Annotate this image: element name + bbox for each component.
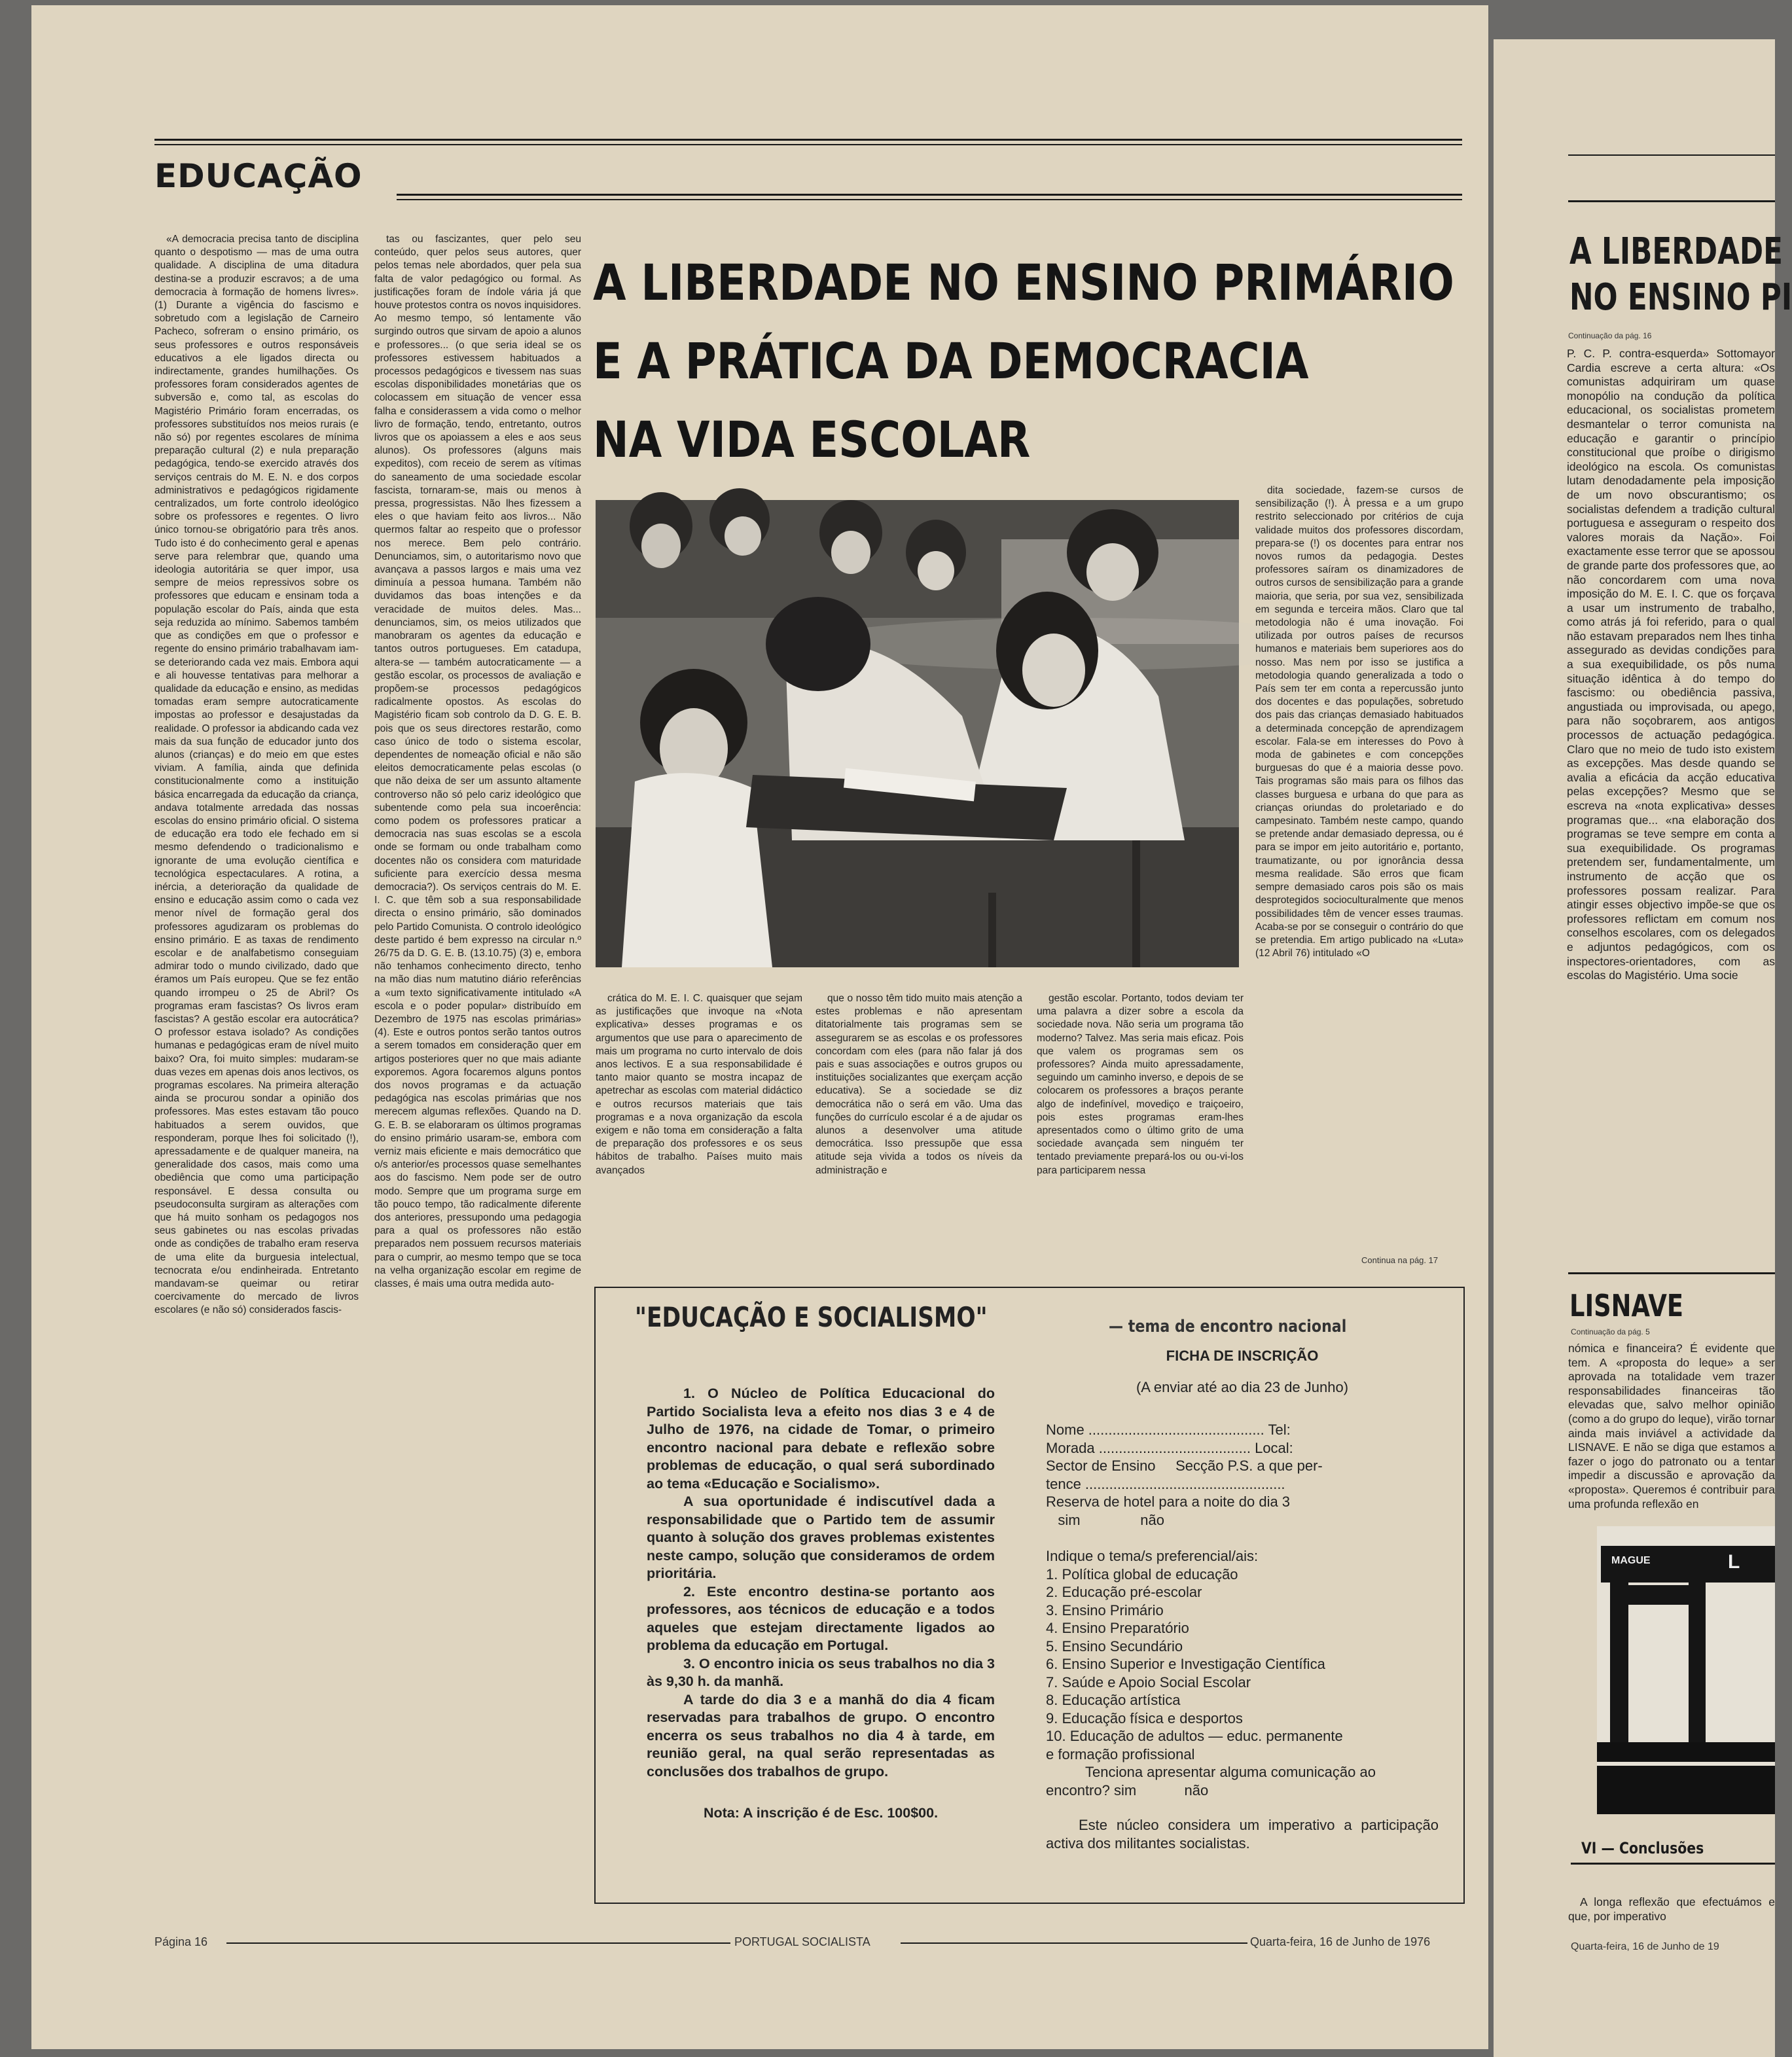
article-column-3 [596,992,802,1272]
article-column-4 [815,992,1022,1272]
right-headline [1569,229,1792,321]
right-article-text: A longa reflexão que efectuámos e que, por imperativo [1568,1895,1775,1923]
box-paragraph: 2. Este encontro destina-se portanto aos professores, aos técnicos de educação e a todos aqueles que estejam directamente ligados ao problema da educação em Portugal. [647,1583,995,1653]
footer-rule [901,1942,1247,1944]
right-section-title: LISNAVE [1569,1288,1684,1323]
issue-date: Quarta-feira, 16 de Junho de 1976 [1250,1935,1431,1948]
shipyard-photo [1597,1526,1775,1814]
box-subtitle: — tema de encontro nacional [1109,1317,1347,1336]
right-article-text: nómica e financeira? É evidente que tem. A «proposta do leque» a ser aprovada na totalidade vem trazer responsabilidades financeiras tão elevadas que, salvo melhor opinião (como a do grupo do leque), virão tornar ainda mais inviável a actividade da LISNAVE. E não se diga que estamos a fazer o jogo do patronato ou a tentar impedir a discussão e aprovação da «proposta». Queremos é contribuir para uma profunda reflexão en [1568,1342,1775,1511]
top-rule [154,144,1462,145]
right-headline-line: NO ENSINO PI [1569,276,1792,319]
right-top-rule [1568,154,1775,156]
right-mid-rule [1568,1272,1775,1274]
topic-item: e formação profissional [1046,1745,1195,1762]
topic-item: 9. Educação física e desportos [1046,1709,1243,1726]
photo-sign-text: MAGUE [1611,1555,1651,1566]
right-article-column [1567,347,1775,1173]
article-column-5 [1037,992,1244,1272]
article-text: «A democracia precisa tanto de disciplina quanto o despotismo — mas de uma outra qualidade. A disciplina de uma ditadura destina-se a produzir escravos; a de uma democracia à formação de homens livres». (1) Durante a vigência do fascismo e sobretudo com a legislação de Carneiro Pacheco, sofreram o ensino primário, os seus professores e outros responsáveis educativos a ele ligados directa ou indirectamente, grandes humilhações. Os professores foram considerados agentes de subversão e, como tal, as escolas do Magistério Primário foram encerradas, os professores substituídos nos meios rurais (e não só) por regentes escolares de mínima preparação cultural (2) e nula preparação pedagógica, tendo-se exercido através dos serviços centrais do M. E. N. e dos corpos administrativos e pedagógicos rigidamente centralizados, um forte controlo ideológico sobre os professores e regentes. O livro único tornou-se obrigatório para três anos. Tudo isto é do conhecimento geral e apenas serve para relembrar que, quando uma ideologia autoritária se quer impor, usa sempre de meios repressivos sobre os professores que educam e ensinam toda a população escolar do País, ainda que esta seja reduzida ao mínimo. Sabemos também que as condições em que o professor e regente do ensino primário trabalhavam iam-se deteriorando cada vez mais. Embora aqui e ali houvesse tentativas para melhorar a qualidade da educação e ensino, as medidas tomadas eram sempre autocraticamente impostas ao professor e desajustadas da realidade. O professor ia abdicando cada vez mais da sua função de educador junto dos alunos (crianças) e do meio em que estes viviam. A família, ainda que definida constitucionalmente como a instituição básica encarregada da educação da criança, andava totalmente arredada das nossas escolas do ensino primário oficial. O sistema de educação era todo ele fechado em si mesmo defendendo o tradicionalismo e ignorante de uma evolução científica e tecnológica espectaculares. A rotina, a inércia, a deterioração da qualidade de ensino e educação assim como o cada vez menor nível de formação geral dos professores agudizaram os problemas do ensino primário. E as taxas de rendimento escolar e de analfabetismo conseguiam admirar todo o mundo civilizado, dado que éramos um País europeu. Que se fez então quando irrompeu o 25 de Abril? Os programas eram fascistas? Os livros eram fascistas? A gestão escolar era autocrática? O professor estava isolado? As condições humanas e pedagógicas eram de nível muito baixo? Ora, foi muito simples: mudaram-se duas vezes em apenas dois anos lectivos, os programas escolares. Na primeira alteração ainda se procurou sondar a opinião dos professores. Mas estes estavam tão pouco habituados a serem ouvidos, que responderam, porque lhes foi solicitado (!), apressadamente e de qualquer maneira, na generalidade dos casos, mais como uma obediência que como uma participação responsável. E dessa consulta ou pseudoconsulta surgiram as alterações com que há muito sonham os pedagogos nos seus gabinetes ou nas escolas privadas onde as condições de trabalho eram reserva de uma elite da burguesia intelectual, tecnocrata e/ou endinheirada. Entretanto mandavam-se queimar ou retirar coercivamente do mercado de livros escolares (e não só) considerados fascis- [154,234,359,1316]
topic-item: 6. Ensino Superior e Investigação Científica [1046,1656,1325,1672]
photo-sign-text: L [1728,1551,1740,1573]
article-column-6 [1255,484,1463,1254]
topic-item: 5. Ensino Secundário [1046,1637,1183,1655]
form-field-section: tence .................................................. [1046,1475,1285,1492]
page-number: Página 16 [154,1935,208,1948]
topic-item: 8. Educação artística [1046,1692,1181,1708]
article-text: que o nosso têm tido muito mais atenção a estes problemas e não apresentam ditatorialmente tais programas sem se assegurarem se as escolas e os professores concordam com eles (para não falar já dos pais e suas associações e outros grupos ou instituições socializantes que exerçam acção educativa). Se a sociedade se diz democrática não o será em vão. Uma das funções do currículo escolar é a de ajudar os alunos a desenvolver uma atitude democrática. Isso pressupõe que essa atitude seja vivida a todos os níveis da administração e [815,993,1022,1176]
section-rule [397,199,1462,200]
headline [593,243,1454,479]
topic-item: 1. Política global de educação [1046,1565,1238,1583]
footer-rule [226,1942,730,1944]
continua-note: Continua na pág. 17 [1361,1255,1439,1265]
section-rule [397,194,1462,196]
right-subhead-rule [1571,1863,1775,1865]
newspaper-name: PORTUGAL SOCIALISTA [734,1935,870,1948]
form-field-address: Morada ...................................... Local: [1046,1439,1293,1456]
box-paragraph: A tarde do dia 3 e a manhã do dia 4 ficam reservadas para trabalhos de grupo. O encontro encerra os seus trabalhos no dia 4 à tarde, em reunião geral, na qual serão representadas as conclusões dos trabalhos de grupo. [647,1691,995,1780]
box-left-text [647,1385,995,1823]
right-article-column-3 [1568,1895,1775,1927]
form-title: FICHA DE INSCRIÇÃO [1166,1348,1319,1364]
box-closing: Este núcleo considera um imperativo a participação activa dos militantes socialistas. [1046,1817,1439,1851]
headline-line: A LIBERDADE NO ENSINO PRIMÁRIO [593,253,1454,312]
article-column-1 [154,233,359,1922]
shipyard-crane-image [1597,1526,1775,1814]
right-continuation: Continuação da pág. 16 [1568,331,1652,340]
right-article-column-2 [1568,1342,1775,1511]
box-note: Nota: A inscrição é de Esc. 100$00. [703,1805,939,1821]
right-top-rule [1568,200,1775,202]
topic-item: 10. Educação de adultos — educ. permanente [1046,1728,1343,1744]
box-paragraph: A sua oportunidade é indiscutível dada a responsabilidade que o Partido tem de assumir quanto à solução dos graves problemas existentes neste campo, solução que consideramos de ordem prioritária. [647,1494,995,1581]
right-subhead: VI — Conclusões [1581,1839,1704,1857]
headline-line: E A PRÁTICA DA DEMOCRACIA [593,332,1309,390]
topic-item: 4. Ensino Preparatório [1046,1620,1189,1636]
form-field-hotel-choice: sim não [1046,1511,1164,1528]
registration-form [1046,1344,1439,1852]
article-text: crática do M. E. I. C. quaisquer que sejam as justificações que invoque na «Nota explicativa» desses programas e os argumentos que use para o aparecimento de mais um programa no curto intervalo de dois anos lectivos. E a sua responsabilidade é tanto maior quanto se mostra incapaz de apetrechar as escolas com material didáctico e outros recursos materiais que tais programas e a nova organização da escola exigem e não toma em consideração a falta de preparação dos professores e os seus hábitos de trabalho. Países muito mais avançados [596,993,802,1176]
classroom-photo [596,500,1239,967]
topic-item: 3. Ensino Primário [1046,1601,1164,1619]
form-field-hotel: Reserva de hotel para a noite do dia 3 [1046,1494,1291,1510]
headline-line: NA VIDA ESCOLAR [593,410,1031,469]
article-text: gestão escolar. Portanto, todos deviam ter uma palavra a dizer sobre a escola da sociedade nova. Não seria um programa tão moderno? Talvez. Mas seria mais eficaz. Pois que valem os programas sem os professores? Ainda muito apressadamente, seguindo um caminho inverso, e depois de se colocarem os professores a braços perante algo de indefinível, movediço e traiçoeiro, pois estes programas eram-lhes apresentados como o último grito de uma sociedade avançada sem ninguém ter tentado previamente prepará-los ou ou-vi-los para participarem nessa [1037,993,1244,1176]
topic-item: 2. Educação pré-escolar [1046,1584,1202,1600]
topics-title: Indique o tema/s preferencial/ais: [1046,1548,1259,1564]
communication-question: Tenciona apresentar alguma comunicação ao encontro? sim não [1046,1764,1380,1798]
topic-item: 7. Saúde e Apoio Social Escolar [1046,1673,1251,1690]
article-column-2 [374,233,581,1922]
article-text: tas ou fascizantes, quer pelo seu conteúdo, quer pelos seus autores, quer pelos temas nele abordados, quer pela sua falta de valor pedagógico ou formal. As justificações foram de índole vária já que houve protestos contra os novos inquisidores. Ao mesmo tempo, só lentamente vão surgindo outros que sirvam de apoio a alunos e professores... (o que seria ideal se os professores estivessem habituados a processos pedagógicos e tivessem nas suas escolas disponibilidades monetárias que os colocassem em situação de vencer essa falha e considerassem a vida como o melhor livro de formação, tendo, entretanto, outros livros que os apoiassem a eles e aos seus alunos). Os professores (alguns mais expeditos), com receio de serem as vítimas do saneamento de uma sociedade escolar fascista, tornaram-se, mais ou menos à pressa, progressistas. Não lhes fizessem a eles o que haviam feito aos livros... Não quermos faltar ao respeito que o professor nos merece. Bem pelo contrário. Denunciamos, sim, o autoritarismo novo que avançava a passos largos e mais uma vez diminuía a pessoa humana. Também não duvidamos das boas intenções e da veracidade de muitos deles. Mas... denunciamos, sim, os meios utilizados que manobraram os agentes da educação e tantos outros portugueses. Em catadupa, altera-se — também autocraticamente — a gestão escolar, os processos de avaliação e propõem-se processos pedagógicos radicalmente opostos. As escolas do Magistério ficam sob controlo da D. G. E. B. pois que os seus directores restarão, como caso único de todo o sistema escolar, dependentes de nomeação oficial e não são eleitos democraticamente pelas escolas (o que não deixa de ser um assunto altamente controverso não só pelo cariz ideológico que subentende como pela sua incoerência: como podem os professores praticar a democracia nas suas escolas se a escola onde se formam ou onde trabalham como docentes não os considera com maturidade suficiente para exercício dessa mesma democracia?). Os serviços centrais do M. E. I. C. que têm sob a sua responsabilidade directa o ensino primário, são dominados pelo Partido Comunista. O controlo ideológico deste partido é bem expresso na circular n.º 26/75 da D. G. E. B. (13.10.75) (3) e, embora não tenhamos conhecimento directo, tenho na mão dias num matutino diário referências a «um texto significativamente intitulado «A escola e o poder popular» distribuído em Dezembro de 1975 nas escolas primárias» (4). Este e outros pontos serão tantos outros a serem tomados em consideração quer em artigos posteriores quer no que mais adiante exporemos. Agora focaremos alguns pontos dos novos programas e da actuação pedagógica nas escolas primárias que nos merecem algumas reflexões. Quando na D. G. E. B. se elaboraram os últimos programas do ensino primário usaram-se, embora com verniz mais eficiente e mais democrático que o/s anterior/es processos quase semelhantes aos do fascismo. Nem pode ser de outro modo. Sempre que um programa surge em tão pouco tempo, tão radicalmente diferente dos anteriores, pressupondo uma pedagogia para a qual os professores não estão preparados nem possuem recursos materiais para o cumprir, ao mesmo tempo que se toca na velha organização escolar em regime de classes, é mais uma outra medida auto- [374,234,581,1290]
right-headline-line: A LIBERDADE [1569,230,1783,273]
event-box [594,1287,1465,1904]
right-continuation: Continuação da pág. 5 [1571,1327,1650,1336]
box-title: "EDUCAÇÃO E SOCIALISMO" [635,1301,988,1333]
form-field-name: Nome ............................................ Tel: [1046,1422,1291,1438]
box-paragraph: 3. O encontro inicia os seus trabalhos no dia 3 às 9,30 h. da manhã. [647,1655,995,1689]
top-rule [154,139,1462,141]
form-field-sector: Sector de Ensino Secção P.S. a que per- [1046,1458,1323,1474]
right-article-text: P. C. P. contra-esquerda» Sottomayor Cardia escreve a certa altura: «Os comunistas adquiriram um quase monopólio na condução da política educacional, os socialistas prometem desmantelar o terror comunista na educação e garantir o princípio constitucional que proíbe o dirigismo ideológico na escola. Os comunistas lutam denodadamente pela imposição de um novo obscurantismo; os socialistas defendem a tradição cultural portuguesa e asseguram o respeito dos valores morais da Nação». Foi exactamente esse terror que se apossou de grande parte dos professores que, ao não concordarem com uma nova imposição do M. E. I. C. que os forçava a usar um instrumento de trabalho, como atrás já foi referido, para o qual não estavam preparados nem lhes tinha assegurado as devidas condições para a sua exequibilidade, os pôs numa situação idêntica à do tempo do fascismo: ou obediência passiva, angustiada ou improvisada, ou apego, para não soçobrarem, aos antigos processos de actuação pedagógica. Claro que no meio de tudo isto existem as excepções. Mas desde quando se avalia a eficácia da acção educativa pelas excepções? Mesmo que se escreva na «nota explicativa» desses programas que... «na elaboração dos programas se teve sempre em conta a sua exequibilidade. Os programas pretendem ser, fundamentalmente, um instrumento de acção que os professores possam realizar. Para atingir esses objectivo impõe-se que os professores reflictam em comum nos conselhos escolares, com os delegados e adjuntos pedagógicos, com os inspectores-orientadores, com as escolas do Magistério. Uma socie [1567,347,1775,982]
classroom-photo-image [596,500,1239,967]
topics-list [1046,1565,1439,1764]
right-issue-date: Quarta-feira, 16 de Junho de 19 [1571,1941,1719,1952]
article-text: dita sociedade, fazem-se cursos de sensibilização (!). À pressa e a um grupo restrito seleccionado por critérios de cuja validade muitos dos professores discordam, prepara-se (!) os docentes para entrar nos novos rumos da pedagogia. Destes professores saíram os dinamizadores de outros cursos de sensibilização para a grande maioria, que seria, por sua vez, sensibilizada em segunda e terceira mãos. Claro que tal metodologia não é uma inovação. Foi utilizada por outros países de recursos humanos e materiais bem superiores aos do nosso. Mas nem por isso se justifica a metodologia quando generalizada a todo o País sem ter em conta a repercussão junto dos docentes e das populações, sobretudo dos pais das crianças demasiado habituados a determinada concepção de aprendizagem escolar. Fala-se em interesses do Povo à moda de gabinetes e com concepções burguesas do que é a maioria desse povo. Tais programas são mais para os filhos das classes burguesa e urbana do que para as crianças oriundas do proletariado e do campesinato. Também neste campo, quando se pretende andar demasiado depressa, ou é para se impor em jeito autoritário e, portanto, traumatizante, ou por ignorância dessa mesma realidade. São erros que ficam sempre demasiado caros pois são os mais desprotegidos socioculturalmente que menos possibilidades têm de vencer esses traumas. Acaba-se por se conseguir o contrário do que se pretendia. Em artigo publicado na «Luta» (12 Abril 76) intitulado «O [1255,485,1463,959]
box-paragraph: 1. O Núcleo de Política Educacional do Partido Socialista leva a efeito nos dias 3 e 4 de Julho de 1976, na cidade de Tomar, o primeiro encontro nacional para debate e reflexão sobre problemas de educação, o qual será subordinado ao tema «Educação e Socialismo». [647,1386,995,1492]
section-title: EDUCAÇÃO [154,157,363,195]
form-subtitle: (A enviar até ao dia 23 de Junho) [1136,1378,1349,1395]
form-fields [1046,1421,1439,1529]
